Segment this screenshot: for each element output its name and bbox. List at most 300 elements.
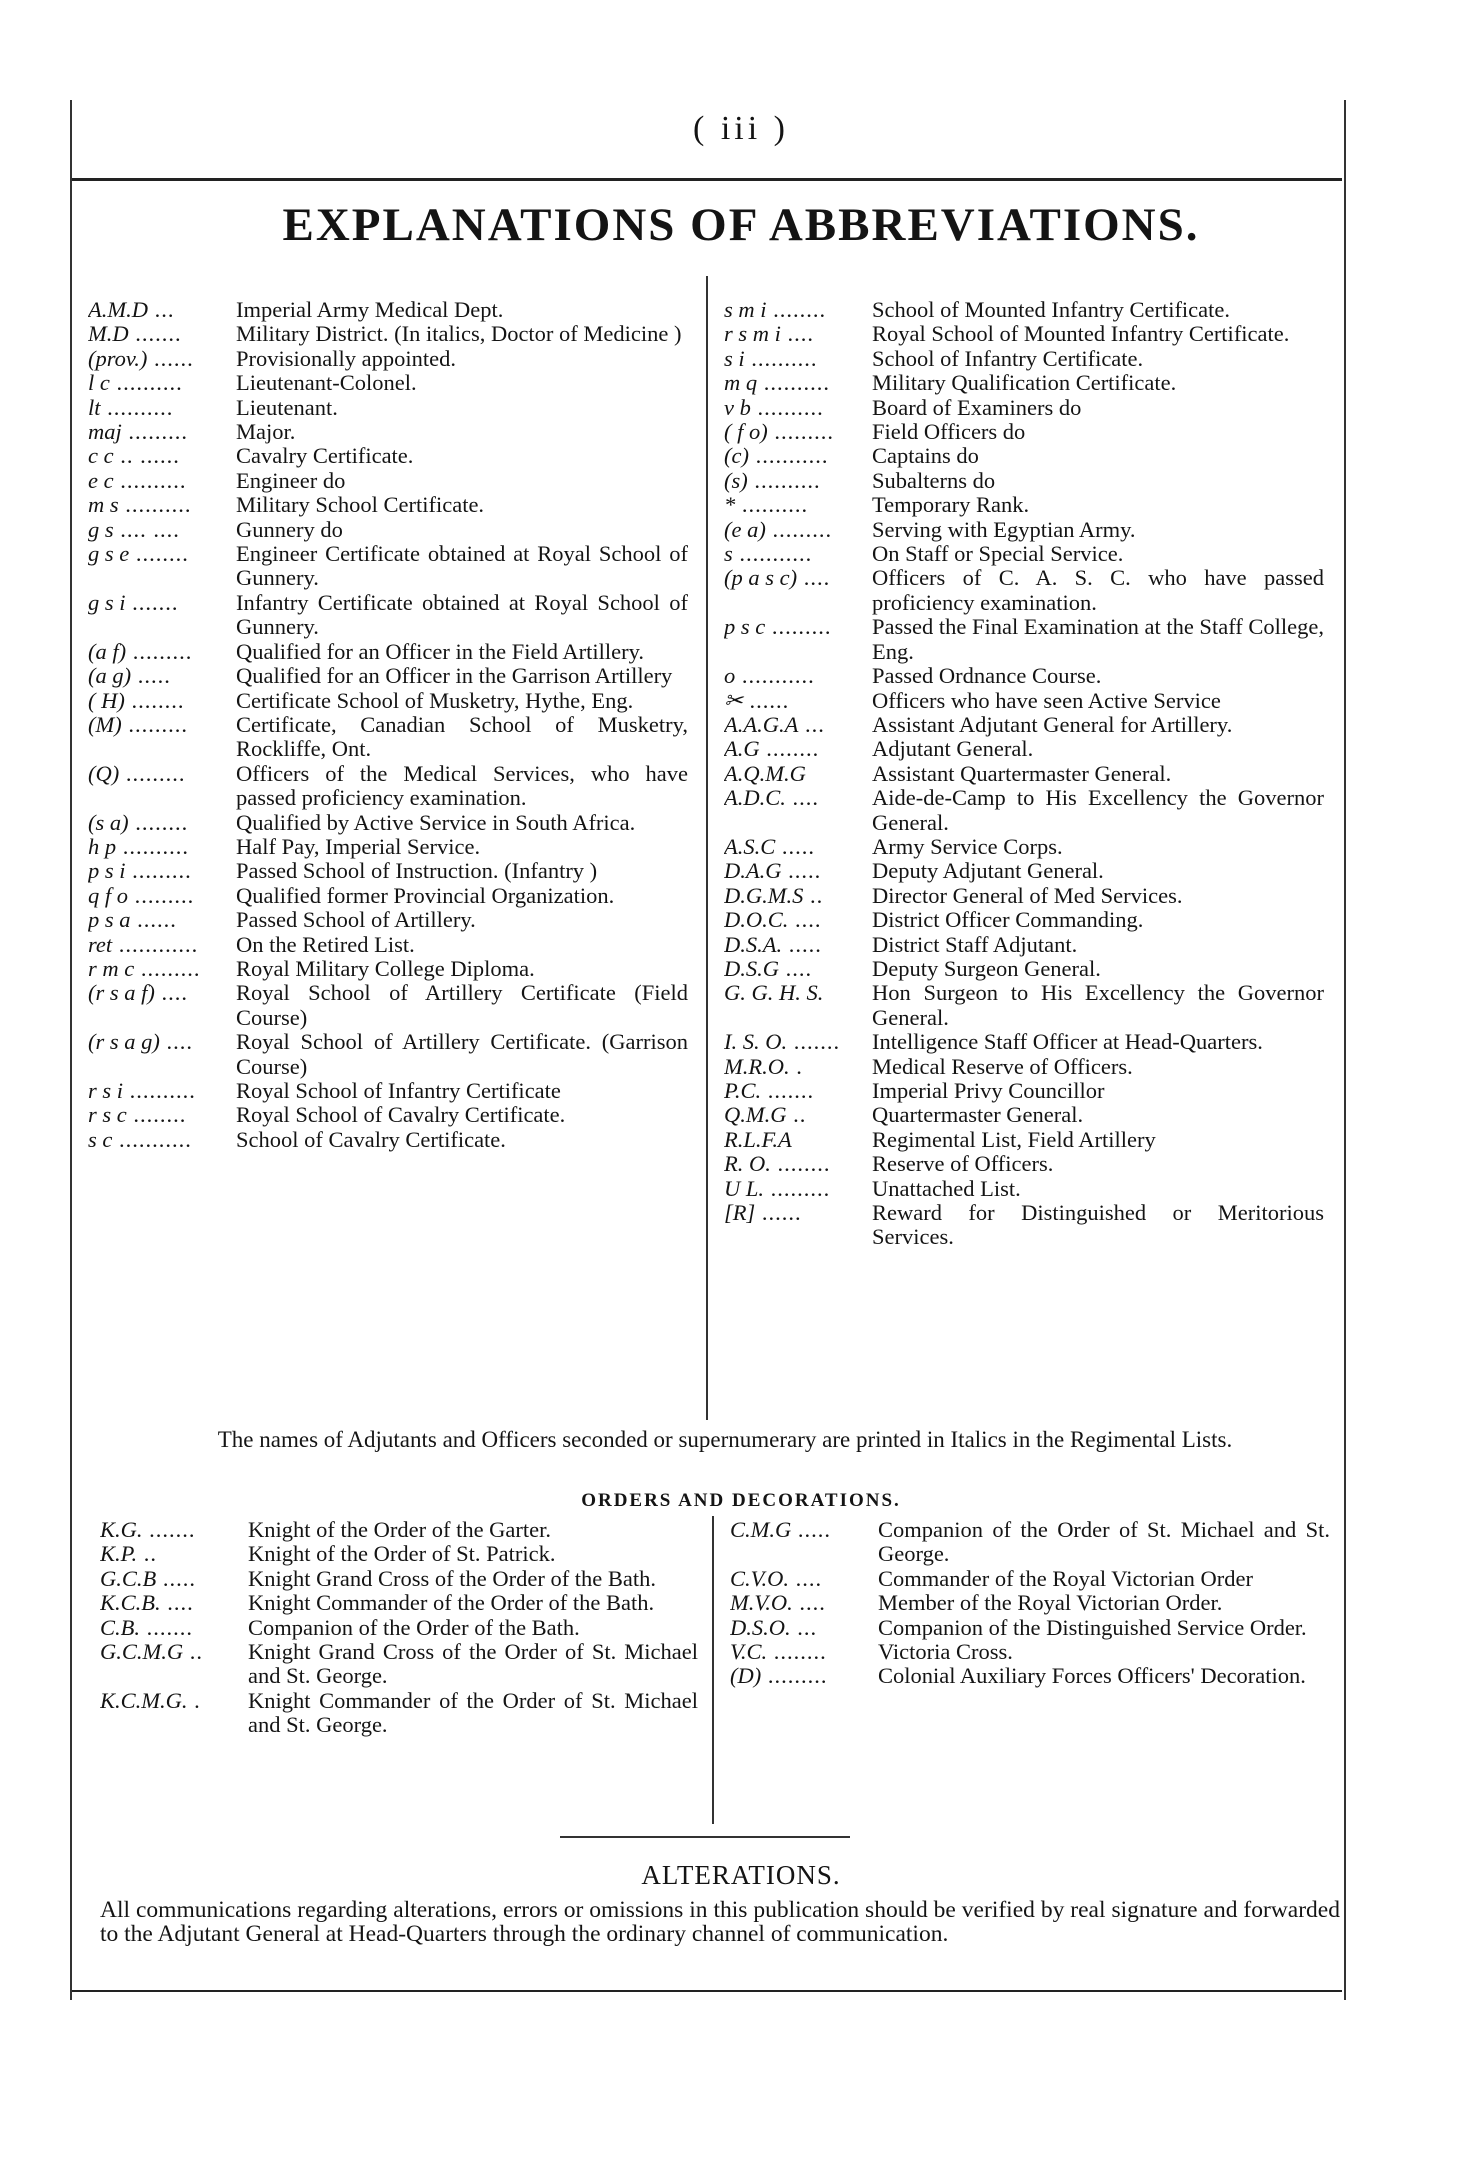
abbreviation-definition: Temporary Rank. — [872, 492, 1030, 518]
abbreviation-definition: Aide-de-Camp to His Excellency the Governor General. — [872, 785, 1324, 835]
leader-dots: ....... — [761, 1079, 815, 1103]
leader-dots: ..... — [775, 834, 816, 859]
abbreviation-term: G. G. H. S. — [724, 981, 824, 1006]
leader-dots: ........... — [112, 1127, 192, 1152]
leader-dots: .. — [183, 1640, 203, 1665]
leader-dots: .......... — [100, 395, 174, 420]
leader-dots: ...... — [147, 346, 194, 371]
abbreviation-term: (r s a g) — [88, 1030, 160, 1055]
abbreviation-entry — [724, 542, 1324, 566]
leader-dots: ............ — [112, 932, 199, 957]
abbreviation-entry — [724, 859, 1324, 883]
abbreviation-term: s i — [724, 346, 745, 371]
abbreviation-entry — [88, 396, 688, 420]
leader-dots: ... — [790, 1615, 818, 1640]
abbreviation-entry — [88, 469, 688, 493]
abbreviation-term: r s m i — [724, 322, 781, 347]
abbreviation-term: K.C.B. — [100, 1591, 161, 1616]
leader-dots: .. — [803, 883, 824, 908]
abbreviation-term: M.R.O. — [724, 1054, 790, 1079]
abbreviation-definition: Certificate School of Musketry, Hythe, Eng. — [236, 687, 634, 713]
abbreviation-entry — [730, 1518, 1330, 1567]
abbreviation-definition: Lieutenant-Colonel. — [236, 370, 417, 396]
abbreviation-term: D.S.G — [724, 956, 779, 981]
column-divider — [706, 276, 708, 1420]
abbreviation-definition: Army Service Corps. — [872, 833, 1063, 859]
abbreviation-entry — [100, 1567, 698, 1591]
abbreviation-entry — [724, 786, 1324, 835]
abbreviation-entry — [88, 420, 688, 444]
abbreviation-definition: Passed Ordnance Course. — [872, 663, 1102, 689]
abbreviation-entry — [724, 518, 1324, 542]
abbreviation-term: (D) — [730, 1664, 762, 1689]
abbreviation-definition: Royal School of Infantry Certificate — [236, 1078, 561, 1103]
leader-dots: ....... — [125, 590, 179, 615]
leader-dots: .. — [786, 1103, 807, 1128]
leader-dots: ... — [798, 712, 825, 737]
abbreviation-entry — [88, 347, 688, 371]
abbreviation-entry — [88, 298, 688, 322]
abbreviation-term: (r s a f) — [88, 981, 155, 1006]
abbreviation-definition: Officers who have seen Active Service — [872, 687, 1221, 713]
abbreviation-entry — [88, 1030, 688, 1079]
abbreviation-term: A.S.C — [724, 834, 776, 859]
abbreviation-term: M.D — [88, 322, 129, 347]
leader-dots: ....... — [142, 1518, 196, 1542]
abbreviation-entry — [724, 689, 1324, 713]
abbreviation-term: g s — [88, 517, 114, 542]
abbreviation-term: K.G. — [100, 1518, 143, 1542]
abbreviation-definition: Imperial Privy Councillor — [872, 1078, 1105, 1103]
abbreviation-entry — [724, 322, 1324, 346]
leader-dots: ....... — [128, 322, 182, 347]
abbreviation-term: D.S.O. — [730, 1615, 791, 1640]
abbreviation-term: U L. — [724, 1176, 765, 1201]
abbreviation-definition: Infantry Certificate obtained at Royal School of Gunnery. — [236, 589, 688, 640]
abbreviation-entry — [88, 542, 688, 591]
abbreviation-definition: Medical Reserve of Officers. — [872, 1053, 1133, 1079]
abbreviation-definition: Member of the Royal Victorian Order. — [878, 1590, 1223, 1616]
abbreviation-term: K.P. — [100, 1542, 138, 1567]
abbreviation-term: (e a) — [724, 517, 766, 542]
alterations-text: All communications regarding alterations, errors or omissions in this publication should be verified by real signature and forwarded to the Adjutant General at Head-Quarters through the ordinary channel of communication. — [100, 1897, 1340, 1947]
abbreviation-definition: Knight of the Order of the Garter. — [248, 1517, 552, 1542]
leader-dots: . — [789, 1054, 803, 1079]
top-rule — [72, 178, 1342, 181]
leader-dots: ........ — [129, 542, 189, 567]
abbreviation-definition: Director General of Med Services. — [872, 882, 1183, 908]
abbreviation-entry — [88, 664, 688, 688]
leader-dots: .... .... — [113, 517, 180, 542]
abbreviation-definition: Royal School of Artillery Certificate. (Garrison Course) — [236, 1029, 688, 1079]
abbreviation-term: M.V.O. — [730, 1591, 793, 1616]
abbreviation-definition: Deputy Surgeon General. — [872, 955, 1101, 981]
abbreviation-entry — [88, 444, 688, 468]
page-title: EXPLANATIONS OF ABBREVIATIONS. — [282, 199, 1200, 251]
abbreviation-term: s m i — [724, 298, 767, 322]
leader-dots: ......... — [767, 420, 834, 445]
abbreviation-entry — [724, 371, 1324, 395]
abbreviation-term: r m c — [88, 956, 135, 981]
leader-dots: ......... — [761, 1664, 828, 1689]
abbreviation-term: D.G.M.S — [724, 883, 804, 908]
leader-dots: ......... — [121, 712, 188, 737]
abbreviation-definition: Unattached List. — [872, 1175, 1021, 1201]
abbreviation-entry — [724, 1152, 1324, 1176]
abbreviation-entry — [88, 762, 688, 811]
abbreviation-term: lt — [88, 395, 101, 420]
abbreviation-term: ✂ — [724, 688, 743, 713]
abbreviation-term: (c) — [724, 444, 749, 469]
abbreviation-definition: Lieutenant. — [236, 394, 338, 420]
abbreviation-definition: Royal School of Mounted Infantry Certificate. — [872, 321, 1290, 347]
section-rule — [560, 1836, 850, 1838]
abbreviation-definition: Commander of the Royal Victorian Order — [878, 1565, 1254, 1591]
leader-dots: ........... — [732, 542, 813, 567]
abbreviation-entry — [724, 713, 1324, 737]
leader-dots: ..... — [781, 859, 822, 884]
abbreviation-definition: Officers of the Medical Services, who have passed proficiency examination. — [236, 760, 688, 811]
abbreviation-term: R. O. — [724, 1152, 771, 1177]
abbreviation-definition: Qualified former Provincial Organization. — [236, 882, 615, 908]
abbreviation-entry — [88, 371, 688, 395]
abbreviation-term: Q.M.G — [724, 1103, 787, 1128]
abbreviation-term: r s c — [88, 1103, 127, 1128]
abbreviation-definition: Colonial Auxiliary Forces Officers' Decoration. — [878, 1663, 1306, 1689]
abbreviation-definition: On Staff or Special Service. — [872, 541, 1124, 567]
leader-dots: ..... — [791, 1518, 831, 1542]
abbreviation-entry — [724, 884, 1324, 908]
abbreviation-definition: Companion of the Order of the Bath. — [248, 1614, 580, 1640]
abbreviation-definition: Reserve of Officers. — [872, 1151, 1054, 1177]
leader-dots: . — [187, 1688, 201, 1713]
abbreviation-entry — [88, 640, 688, 664]
leader-dots: .......... — [757, 371, 830, 396]
abbreviation-term: (a g) — [88, 664, 132, 689]
abbreviation-entry — [724, 762, 1324, 786]
abbreviation-definition: Qualified for an Officer in the Field Artillery. — [236, 638, 644, 664]
orders-column-divider — [712, 1516, 714, 1824]
abbreviation-entry — [724, 420, 1324, 444]
abbreviation-entry — [100, 1689, 698, 1738]
abbreviation-term: A.D.C. — [724, 786, 786, 811]
leader-dots: ........ — [126, 1103, 187, 1128]
leader-dots: .......... — [123, 1079, 196, 1103]
abbreviation-term: o — [724, 664, 736, 689]
abbreviation-entry — [88, 957, 688, 981]
abbreviation-entry — [730, 1616, 1330, 1640]
abbreviation-definition: School of Mounted Infantry Certificate. — [872, 297, 1231, 322]
abbreviation-definition: Engineer do — [236, 467, 346, 493]
abbreviation-definition: Knight Commander of the Order of the Bath. — [248, 1590, 655, 1616]
abbreviation-term: r s i — [88, 1079, 124, 1103]
abbreviation-definition: School of Cavalry Certificate. — [236, 1126, 506, 1152]
abbreviation-term: G.C.M.G — [100, 1640, 184, 1665]
abbreviation-entry — [724, 298, 1324, 322]
abbreviation-definition: Passed School of Instruction. (Infantry ) — [236, 858, 598, 884]
abbreviation-term: p s c — [724, 615, 766, 640]
abbreviation-definition: Deputy Adjutant General. — [872, 858, 1104, 884]
abbreviation-entry — [88, 1103, 688, 1127]
abbreviation-entry — [724, 1201, 1324, 1250]
abbreviation-entry — [724, 493, 1324, 517]
leader-dots: .... — [780, 322, 815, 347]
abbreviation-term: C.V.O. — [730, 1566, 789, 1591]
abbreviation-entry — [100, 1616, 698, 1640]
leader-dots: ......... — [765, 615, 832, 640]
leader-dots: ... — [148, 298, 175, 322]
abbreviation-entry — [88, 591, 688, 640]
leader-dots: ........... — [748, 444, 829, 469]
abbreviation-definition: Board of Examiners do — [872, 394, 1082, 420]
abbreviation-definition: Regimental List, Field Artillery — [872, 1126, 1156, 1152]
abbreviation-term: s — [724, 542, 733, 567]
italics-note: The names of Adjutants and Officers seconded or supernumerary are printed in Italics in the Regimental Lists. — [217, 1427, 1233, 1452]
abbreviation-term: * — [724, 493, 736, 518]
leader-dots: .... — [779, 956, 813, 981]
abbreviation-definition: District Officer Commanding. — [872, 907, 1144, 933]
abbreviation-entry — [730, 1640, 1330, 1664]
abbreviation-term: s c — [88, 1127, 113, 1152]
abbreviation-definition: Provisionally appointed. — [236, 345, 456, 371]
abbreviation-entry — [724, 1103, 1324, 1127]
abbreviation-entry — [88, 493, 688, 517]
leader-dots: ....... — [787, 1030, 841, 1055]
leader-dots: .......... — [750, 395, 824, 420]
leader-dots: ........ — [766, 298, 827, 322]
abbreviation-definition: Adjutant General. — [872, 736, 1034, 762]
leader-dots: ........ — [759, 737, 820, 762]
abbreviation-term: maj — [88, 420, 122, 445]
abbreviation-entry — [724, 664, 1324, 688]
abbreviation-entry — [100, 1542, 698, 1566]
abbreviation-entry — [88, 713, 688, 762]
leader-dots: .......... — [747, 468, 821, 493]
abbreviation-term: C.B. — [100, 1615, 141, 1640]
leader-dots: .... — [797, 566, 831, 591]
leader-dots: ......... — [126, 639, 193, 664]
abbreviation-term: C.M.G — [730, 1518, 792, 1542]
leader-dots: .... — [160, 1591, 194, 1616]
abbreviation-entry — [88, 908, 688, 932]
abbreviation-definition: Knight Grand Cross of the Order of St. Michael and St. George. — [248, 1639, 698, 1689]
abbreviation-definition: Qualified for an Officer in the Garrison Artillery — [236, 663, 673, 689]
abbreviation-definition: Passed the Final Examination at the Staff College, Eng. — [872, 614, 1324, 664]
abbreviation-definition: Assistant Adjutant General for Artillery. — [872, 711, 1233, 737]
abbreviation-term: (s a) — [88, 810, 129, 835]
abbreviation-term: (a f) — [88, 639, 127, 664]
abbreviation-entry — [88, 322, 688, 346]
abbreviation-term: q f o — [88, 883, 129, 908]
abbreviation-term: D.S.A. — [724, 932, 783, 957]
abbreviation-term: A.A.G.A — [724, 712, 799, 737]
leader-dots: .... — [154, 981, 188, 1006]
abbreviation-definition: Military School Certificate. — [236, 492, 485, 518]
abbreviation-entry — [88, 933, 688, 957]
leader-dots: .... — [785, 786, 819, 811]
abbreviation-entry — [724, 615, 1324, 664]
abbreviation-term: g s e — [88, 542, 130, 567]
abbreviation-entry — [730, 1591, 1330, 1615]
leader-dots: .... — [788, 908, 822, 933]
leader-dots: ........ — [767, 1640, 827, 1665]
abbreviation-entry — [724, 908, 1324, 932]
leader-dots: .. — [137, 1542, 157, 1567]
abbreviation-entry — [724, 347, 1324, 371]
leader-dots: ...... — [755, 1201, 802, 1226]
abbreviation-term: m q — [724, 371, 758, 396]
abbreviation-term: e c — [88, 468, 114, 493]
page-number: ( iii ) — [693, 110, 789, 147]
abbreviation-term: g s i — [88, 590, 126, 615]
abbreviation-definition: Hon Surgeon to His Excellency the Governor General. — [872, 980, 1324, 1030]
abbreviation-term: l c — [88, 371, 110, 396]
abbreviation-term: (p a s c) — [724, 566, 798, 591]
abbreviation-definition: Military District. (In italics, Doctor of Medicine ) — [236, 321, 682, 347]
abbreviation-term: (s) — [724, 468, 748, 493]
abbreviation-entry — [724, 1030, 1324, 1054]
abbreviation-definition: Captains do — [872, 443, 979, 469]
abbreviation-term: p s a — [88, 908, 131, 933]
abbreviation-term: ( f o) — [724, 420, 768, 445]
abbreviation-definition: Victoria Cross. — [878, 1639, 1013, 1665]
abbreviation-entry — [88, 859, 688, 883]
abbreviation-definition: Qualified by Active Service in South Africa. — [236, 809, 636, 835]
abbreviation-term: I. S. O. — [724, 1030, 788, 1055]
leader-dots: ........ — [124, 688, 185, 713]
abbreviation-entry — [724, 1079, 1324, 1103]
abbreviation-definition: Royal Military College Diploma. — [236, 955, 535, 981]
abbreviation-term: [R] — [724, 1201, 756, 1226]
abbreviation-entry — [100, 1518, 698, 1542]
leader-dots: .......... — [116, 834, 189, 859]
abbreviation-definition: Officers of C. A. S. C. who have passed proficiency examination. — [872, 565, 1324, 615]
abbreviation-definition: Knight of the Order of St. Patrick. — [248, 1541, 556, 1567]
leader-dots: .......... — [118, 493, 192, 518]
abbreviation-entry — [724, 469, 1324, 493]
leader-dots: .......... — [744, 346, 818, 371]
abbreviation-definition: Passed School of Artillery. — [236, 907, 476, 933]
abbreviation-entry — [724, 444, 1324, 468]
abbreviation-definition: District Staff Adjutant. — [872, 931, 1078, 957]
abbreviation-entry — [724, 396, 1324, 420]
abbreviation-entry — [724, 981, 1324, 1030]
leader-dots: ..... — [131, 664, 171, 689]
orders-left-column — [100, 1518, 698, 1738]
abbreviation-definition: Intelligence Staff Officer at Head-Quarters. — [872, 1029, 1263, 1055]
leader-dots: ...... — [742, 688, 790, 713]
abbreviation-definition: Companion of the Order of St. Michael and St. George. — [878, 1517, 1330, 1567]
leader-dots: ......... — [764, 1176, 831, 1201]
leader-dots: ........ — [770, 1152, 831, 1177]
leader-dots: .......... — [735, 493, 809, 518]
leader-dots: .......... — [109, 371, 183, 396]
abbreviation-term: P.C. — [724, 1079, 762, 1103]
leader-dots: .......... — [113, 468, 187, 493]
abbreviation-entry — [724, 1055, 1324, 1079]
abbreviation-entry — [100, 1640, 698, 1689]
leader-dots: ......... — [128, 883, 195, 908]
abbreviation-term: R.L.F.A — [724, 1127, 792, 1152]
abbreviation-term: h p — [88, 834, 117, 859]
abbreviation-entry — [88, 811, 688, 835]
left-abbreviations-column — [88, 298, 688, 1152]
leader-dots: ......... — [121, 420, 188, 445]
abbreviation-entry — [724, 835, 1324, 859]
right-abbreviations-column — [724, 298, 1324, 1250]
abbreviation-entry — [88, 1128, 688, 1152]
abbreviation-term: c c — [88, 444, 114, 469]
abbreviation-definition: Knight Commander of the Order of St. Michael and St. George. — [248, 1687, 698, 1738]
leader-dots: ..... — [156, 1566, 196, 1591]
abbreviation-term: m s — [88, 493, 119, 518]
abbreviation-definition: Engineer Certificate obtained at Royal School of Gunnery. — [236, 541, 688, 591]
abbreviation-entry — [88, 835, 688, 859]
abbreviation-definition: Cavalry Certificate. — [236, 443, 414, 469]
abbreviation-entry — [100, 1591, 698, 1615]
bottom-rule — [72, 1990, 1342, 1992]
leader-dots: ......... — [119, 761, 186, 786]
abbreviation-definition: Assistant Quartermaster General. — [872, 760, 1172, 786]
abbreviation-term: D.O.C. — [724, 908, 789, 933]
abbreviation-definition: Subalterns do — [872, 467, 996, 493]
leader-dots: ......... — [134, 956, 201, 981]
abbreviation-term: ret — [88, 932, 113, 957]
abbreviation-entry — [724, 1177, 1324, 1201]
abbreviation-term: A.Q.M.G — [724, 761, 806, 786]
abbreviation-definition: Quartermaster General. — [872, 1102, 1084, 1128]
abbreviation-entry — [88, 518, 688, 542]
abbreviation-term: G.C.B — [100, 1566, 157, 1591]
abbreviation-term: (prov.) — [88, 346, 148, 371]
leader-dots: ........ — [128, 810, 189, 835]
abbreviation-entry — [724, 933, 1324, 957]
abbreviation-entry — [88, 1079, 688, 1103]
abbreviation-definition: Field Officers do — [872, 419, 1026, 445]
leader-dots: .... — [159, 1030, 193, 1055]
abbreviation-definition: Military Qualification Certificate. — [872, 370, 1177, 396]
abbreviation-entry — [730, 1567, 1330, 1591]
leader-dots: ......... — [765, 517, 833, 542]
abbreviation-term: A.G — [724, 737, 760, 762]
abbreviation-definition: Major. — [236, 419, 296, 445]
alterations-title: ALTERATIONS. — [641, 1860, 841, 1890]
abbreviation-entry — [724, 737, 1324, 761]
abbreviation-term: A.M.D — [88, 298, 148, 322]
leader-dots: ...... — [130, 908, 177, 933]
abbreviation-definition: Royal School of Cavalry Certificate. — [236, 1102, 566, 1128]
leader-dots: ....... — [140, 1615, 194, 1640]
abbreviation-definition: Imperial Army Medical Dept. — [236, 297, 504, 322]
leader-dots: .... — [788, 1566, 823, 1591]
leader-dots: .. ...... — [113, 444, 180, 469]
leader-dots: ........... — [735, 664, 815, 689]
abbreviation-entry — [88, 884, 688, 908]
abbreviation-term: K.C.M.G. — [100, 1688, 188, 1713]
abbreviation-term: ( H) — [88, 688, 125, 713]
abbreviation-term: p s i — [88, 859, 126, 884]
abbreviation-definition: School of Infantry Certificate. — [872, 345, 1144, 371]
abbreviation-definition: Serving with Egyptian Army. — [872, 516, 1136, 542]
abbreviation-entry — [724, 1128, 1324, 1152]
abbreviation-definition: On the Retired List. — [236, 931, 415, 957]
abbreviation-term: (Q) — [88, 761, 120, 786]
abbreviation-term: D.A.G — [724, 859, 782, 884]
abbreviation-definition: Royal School of Artillery Certificate (Field Course) — [236, 980, 688, 1030]
abbreviation-entry — [88, 981, 688, 1030]
orders-heading: ORDERS AND DECORATIONS. — [581, 1490, 901, 1511]
abbreviation-term: V.C. — [730, 1640, 768, 1665]
